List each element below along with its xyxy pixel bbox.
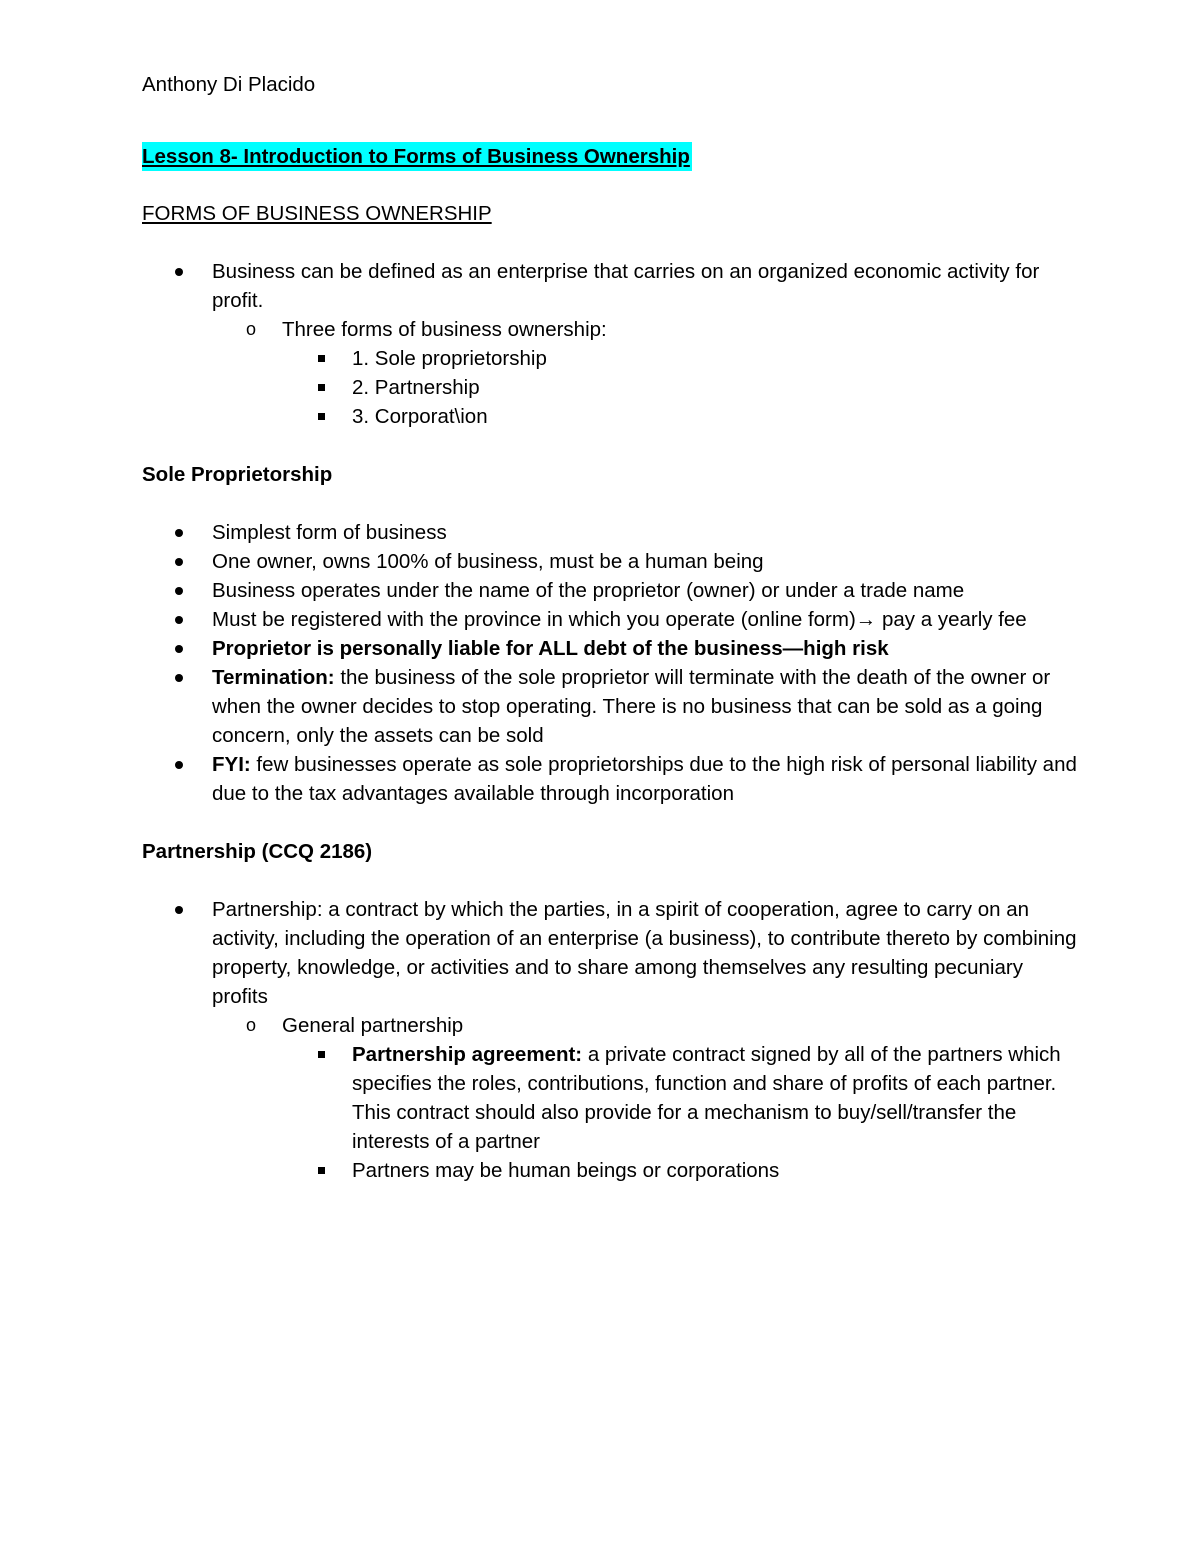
lesson-title: Lesson 8- Introduction to Forms of Business Ownership <box>142 142 692 171</box>
termination-label: Termination: <box>212 666 335 689</box>
partnership-definition: Partnership: a contract by which the parties, in a spirit of cooperation, agree to carry on an activity, including the operation of an enterprise (a business), to contribute thereto by combining property, knowledge, or activities and to share among themselves any resulting pecuniary profits <box>212 898 1077 1008</box>
forms-sublist <box>212 315 1080 431</box>
three-forms-label: Three forms of business ownership: <box>282 318 607 341</box>
list-item <box>142 750 1080 808</box>
list-item: 1. Sole proprietorship <box>282 344 1080 373</box>
agreement-label: Partnership agreement: <box>352 1043 583 1066</box>
author-name: Anthony Di Placido <box>142 73 316 96</box>
termination-text: the business of the sole proprietor will terminate with the death of the owner or when the owner decides to stop operating. There is no business that can be sold as a going concern, only the assets can be sold <box>212 666 1051 747</box>
list-item <box>282 1040 1080 1156</box>
list-item <box>142 257 1080 431</box>
forms-list <box>142 257 1080 431</box>
liability-text: Proprietor is personally liable for ALL debt of the business—high risk <box>212 637 889 660</box>
list-item: Simplest form of business <box>142 518 1080 547</box>
agreement-text: a private contract signed by all of the partners which specifies the roles, contributions, function and share of profits of each partner. This contract should also provide for a mechanism to buy/sell/transfer the interests of a partner <box>352 1043 1061 1153</box>
list-item: 3. Corporat\ion <box>282 402 1080 431</box>
list-item: One owner, owns 100% of business, must be a human being <box>142 547 1080 576</box>
list-item <box>210 315 1080 431</box>
section-heading-forms: FORMS OF BUSINESS OWNERSHIP <box>142 202 492 225</box>
business-definition: Business can be defined as an enterprise that carries on an organized economic activity for profit. <box>212 260 1040 312</box>
list-item: Business operates under the name of the proprietor (owner) or under a trade name <box>142 576 1080 605</box>
section-heading-sole: Sole Proprietorship <box>142 463 333 486</box>
list-item <box>142 663 1080 750</box>
fyi-label: FYI: <box>212 753 251 776</box>
partnership-items <box>282 1040 1080 1185</box>
list-item: Partners may be human beings or corporations <box>282 1156 1080 1185</box>
partnership-sublist <box>212 1011 1080 1185</box>
forms-items <box>282 344 1080 431</box>
general-partnership-label: General partnership <box>282 1014 464 1037</box>
partnership-list <box>142 895 1080 1185</box>
list-item: Must be registered with the province in which you operate (online form)→ pay a yearly fee <box>142 605 1080 634</box>
list-item <box>210 1011 1080 1185</box>
list-item <box>142 634 1080 663</box>
section-heading-partnership: Partnership (CCQ 2186) <box>142 840 373 863</box>
fyi-text: few businesses operate as sole proprietorships due to the high risk of personal liability and due to the tax advantages available through incorporation <box>212 753 1077 805</box>
list-item <box>142 895 1080 1185</box>
list-item: 2. Partnership <box>282 373 1080 402</box>
sole-list <box>142 518 1080 808</box>
